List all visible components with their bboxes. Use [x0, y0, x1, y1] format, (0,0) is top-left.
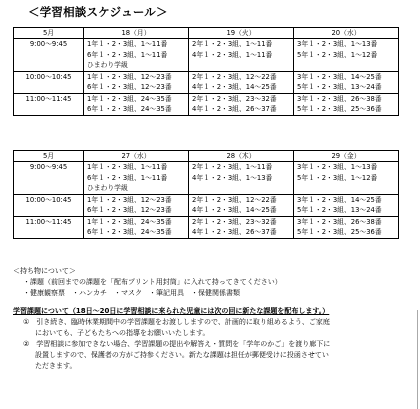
time-slot: 11:00〜11:45: [14, 216, 84, 238]
schedule-cell: [84, 39, 189, 72]
class-group-line: 3年１・2・3組、14〜25番: [297, 72, 382, 81]
table-row: [14, 194, 399, 216]
class-group-line: ひまわり学級: [87, 61, 128, 69]
schedule-cell: [189, 162, 294, 195]
class-group-line: 5年１・2・3組、1〜12番: [297, 50, 378, 59]
class-group-line: 4年１・2・3組、1〜11番: [192, 50, 273, 59]
belongings-line: ・課題（前回までの課題を「配布プリント用封筒」に入れて持ってきてください）: [23, 278, 282, 286]
header-date: 28（木）: [189, 151, 294, 162]
table-row: [14, 162, 399, 195]
schedule-table-week2: [13, 150, 399, 239]
schedule-cell: [84, 71, 189, 93]
schedule-cell: [294, 71, 399, 93]
class-group-line: 5年１・2・3組、25〜36番: [297, 228, 382, 236]
class-group-line: 6年１・2・3組、24〜35番: [87, 228, 172, 236]
class-group-line: 3年１・2・3組、14〜25番: [297, 195, 382, 204]
table-header: [14, 28, 399, 39]
class-group-line: 1年１・2・3組、12〜23番: [87, 195, 172, 204]
class-group-line: 4年１・2・3組、26〜37番: [192, 105, 277, 113]
item1-line: においても、子どもたちへの指導をお願いいたします。: [35, 329, 210, 337]
class-group-line: 3年１・2・3組、26〜38番: [297, 94, 382, 103]
page-title: ＜学習相談スケジュール＞: [28, 5, 168, 19]
belongings-heading: ＜持ち物について＞: [13, 267, 76, 275]
header-date: 20（水）: [294, 28, 399, 39]
header-date: 18（月）: [84, 28, 189, 39]
empty-line: [297, 183, 395, 194]
class-group-line: 3年１・2・3組、1〜13番: [297, 40, 378, 48]
schedule-cell: [189, 93, 294, 115]
class-group-line: 6年１・2・3組、1〜11番: [87, 50, 168, 59]
class-group-line: ひまわり学級: [87, 184, 128, 192]
empty-line: [192, 60, 290, 71]
class-group-line: 6年１・2・3組、1〜11番: [87, 173, 168, 182]
class-group-line: 1年１・2・3組、24〜35番: [87, 217, 172, 226]
class-group-line: 4年１・2・3組、26〜37番: [192, 228, 277, 236]
class-group-line: 6年１・2・3組、24〜35番: [87, 105, 172, 113]
class-group-line: 5年１・2・3組、1〜12番: [297, 173, 378, 182]
schedule-cell: [84, 216, 189, 238]
class-group-line: 5年１・2・3組、25〜36番: [297, 105, 382, 113]
item1-line: ① 引き続き、臨時休業期間中の学習課題をお渡ししますので、計画的に取り組めるよう、ご家庭: [23, 318, 330, 326]
class-group-line: 4年１・2・3組、14〜25番: [192, 83, 277, 91]
notes-section: [13, 266, 408, 372]
class-group-line: 1年１・2・3組、24〜35番: [87, 94, 172, 103]
class-group-line: 1年１・2・3組、1〜11番: [87, 163, 168, 171]
header-date: 27（水）: [84, 151, 189, 162]
table-row: [14, 39, 399, 72]
learning-heading: 学習課題について（18日〜20日に学習相談に来られた児童には次の回に新たな課題を配布します。）: [13, 307, 330, 315]
class-group-line: 1年１・2・3組、1〜11番: [87, 40, 168, 48]
schedule-cell: [84, 194, 189, 216]
schedule-table-week1: [13, 27, 399, 116]
class-group-line: 5年１・2・3組、13〜24番: [297, 206, 382, 214]
time-slot: 11:00〜11:45: [14, 93, 84, 115]
class-group-line: 6年１・2・3組、12〜23番: [87, 206, 172, 214]
empty-line: [192, 183, 290, 194]
schedule-cell: [189, 39, 294, 72]
class-group-line: 3年１・2・3組、26〜38番: [297, 217, 382, 226]
schedule-cell: [84, 93, 189, 115]
schedule-cell: [189, 71, 294, 93]
time-slot: 9:00〜9:45: [14, 39, 84, 72]
table-row: [14, 93, 399, 115]
class-group-line: 1年１・2・3組、12〜23番: [87, 72, 172, 81]
time-slot: 10:00〜10:45: [14, 71, 84, 93]
header-month: 5月: [14, 28, 84, 39]
class-group-line: 4年１・2・3組、14〜25番: [192, 206, 277, 214]
header-month: 5月: [14, 151, 84, 162]
item2-line: ただきます。: [35, 362, 77, 370]
schedule-cell: [84, 162, 189, 195]
class-group-line: 4年１・2・3組、1〜13番: [192, 173, 273, 182]
class-group-line: 2年１・2・3組、12〜22番: [192, 72, 277, 81]
header-date: 29（金）: [294, 151, 399, 162]
class-group-line: 2年１・2・3組、23〜32番: [192, 217, 277, 226]
header-date: 19（火）: [189, 28, 294, 39]
item2-line: 設置しますので、保護者の方がご持参ください。新たな課題は担任が郵便受けに投函させてい: [35, 351, 329, 359]
schedule-cell: [294, 162, 399, 195]
schedule-cell: [189, 194, 294, 216]
time-slot: 10:00〜10:45: [14, 194, 84, 216]
table-row: [14, 216, 399, 238]
schedule-cell: [189, 216, 294, 238]
scrollbar-edge: [417, 310, 418, 409]
class-group-line: 2年１・2・3組、12〜22番: [192, 195, 277, 204]
class-group-line: 2年１・2・3組、23〜32番: [192, 94, 277, 103]
class-group-line: 2年１・2・3組、1〜11番: [192, 163, 273, 171]
empty-line: [297, 60, 395, 71]
class-group-line: 2年１・2・3組、1〜11番: [192, 40, 273, 48]
item2-line: ② 学習相談に参加できない場合、学習課題の提出や解答え・質問を「学年のかご」を渡り廊下に: [23, 340, 331, 348]
time-slot: 9:00〜9:45: [14, 162, 84, 195]
schedule-cell: [294, 39, 399, 72]
table-header: [14, 151, 399, 162]
class-group-line: 5年１・2・3組、13〜24番: [297, 83, 382, 91]
schedule-cell: [294, 93, 399, 115]
schedule-cell: [294, 216, 399, 238]
class-group-line: 6年１・2・3組、12〜23番: [87, 83, 172, 91]
table-row: [14, 71, 399, 93]
belongings-line: ・健康観察票 ・ハンカチ ・マスク ・筆記用具 ・保健関係書類: [23, 289, 240, 297]
class-group-line: 3年１・2・3組、1〜13番: [297, 163, 378, 171]
schedule-cell: [294, 194, 399, 216]
